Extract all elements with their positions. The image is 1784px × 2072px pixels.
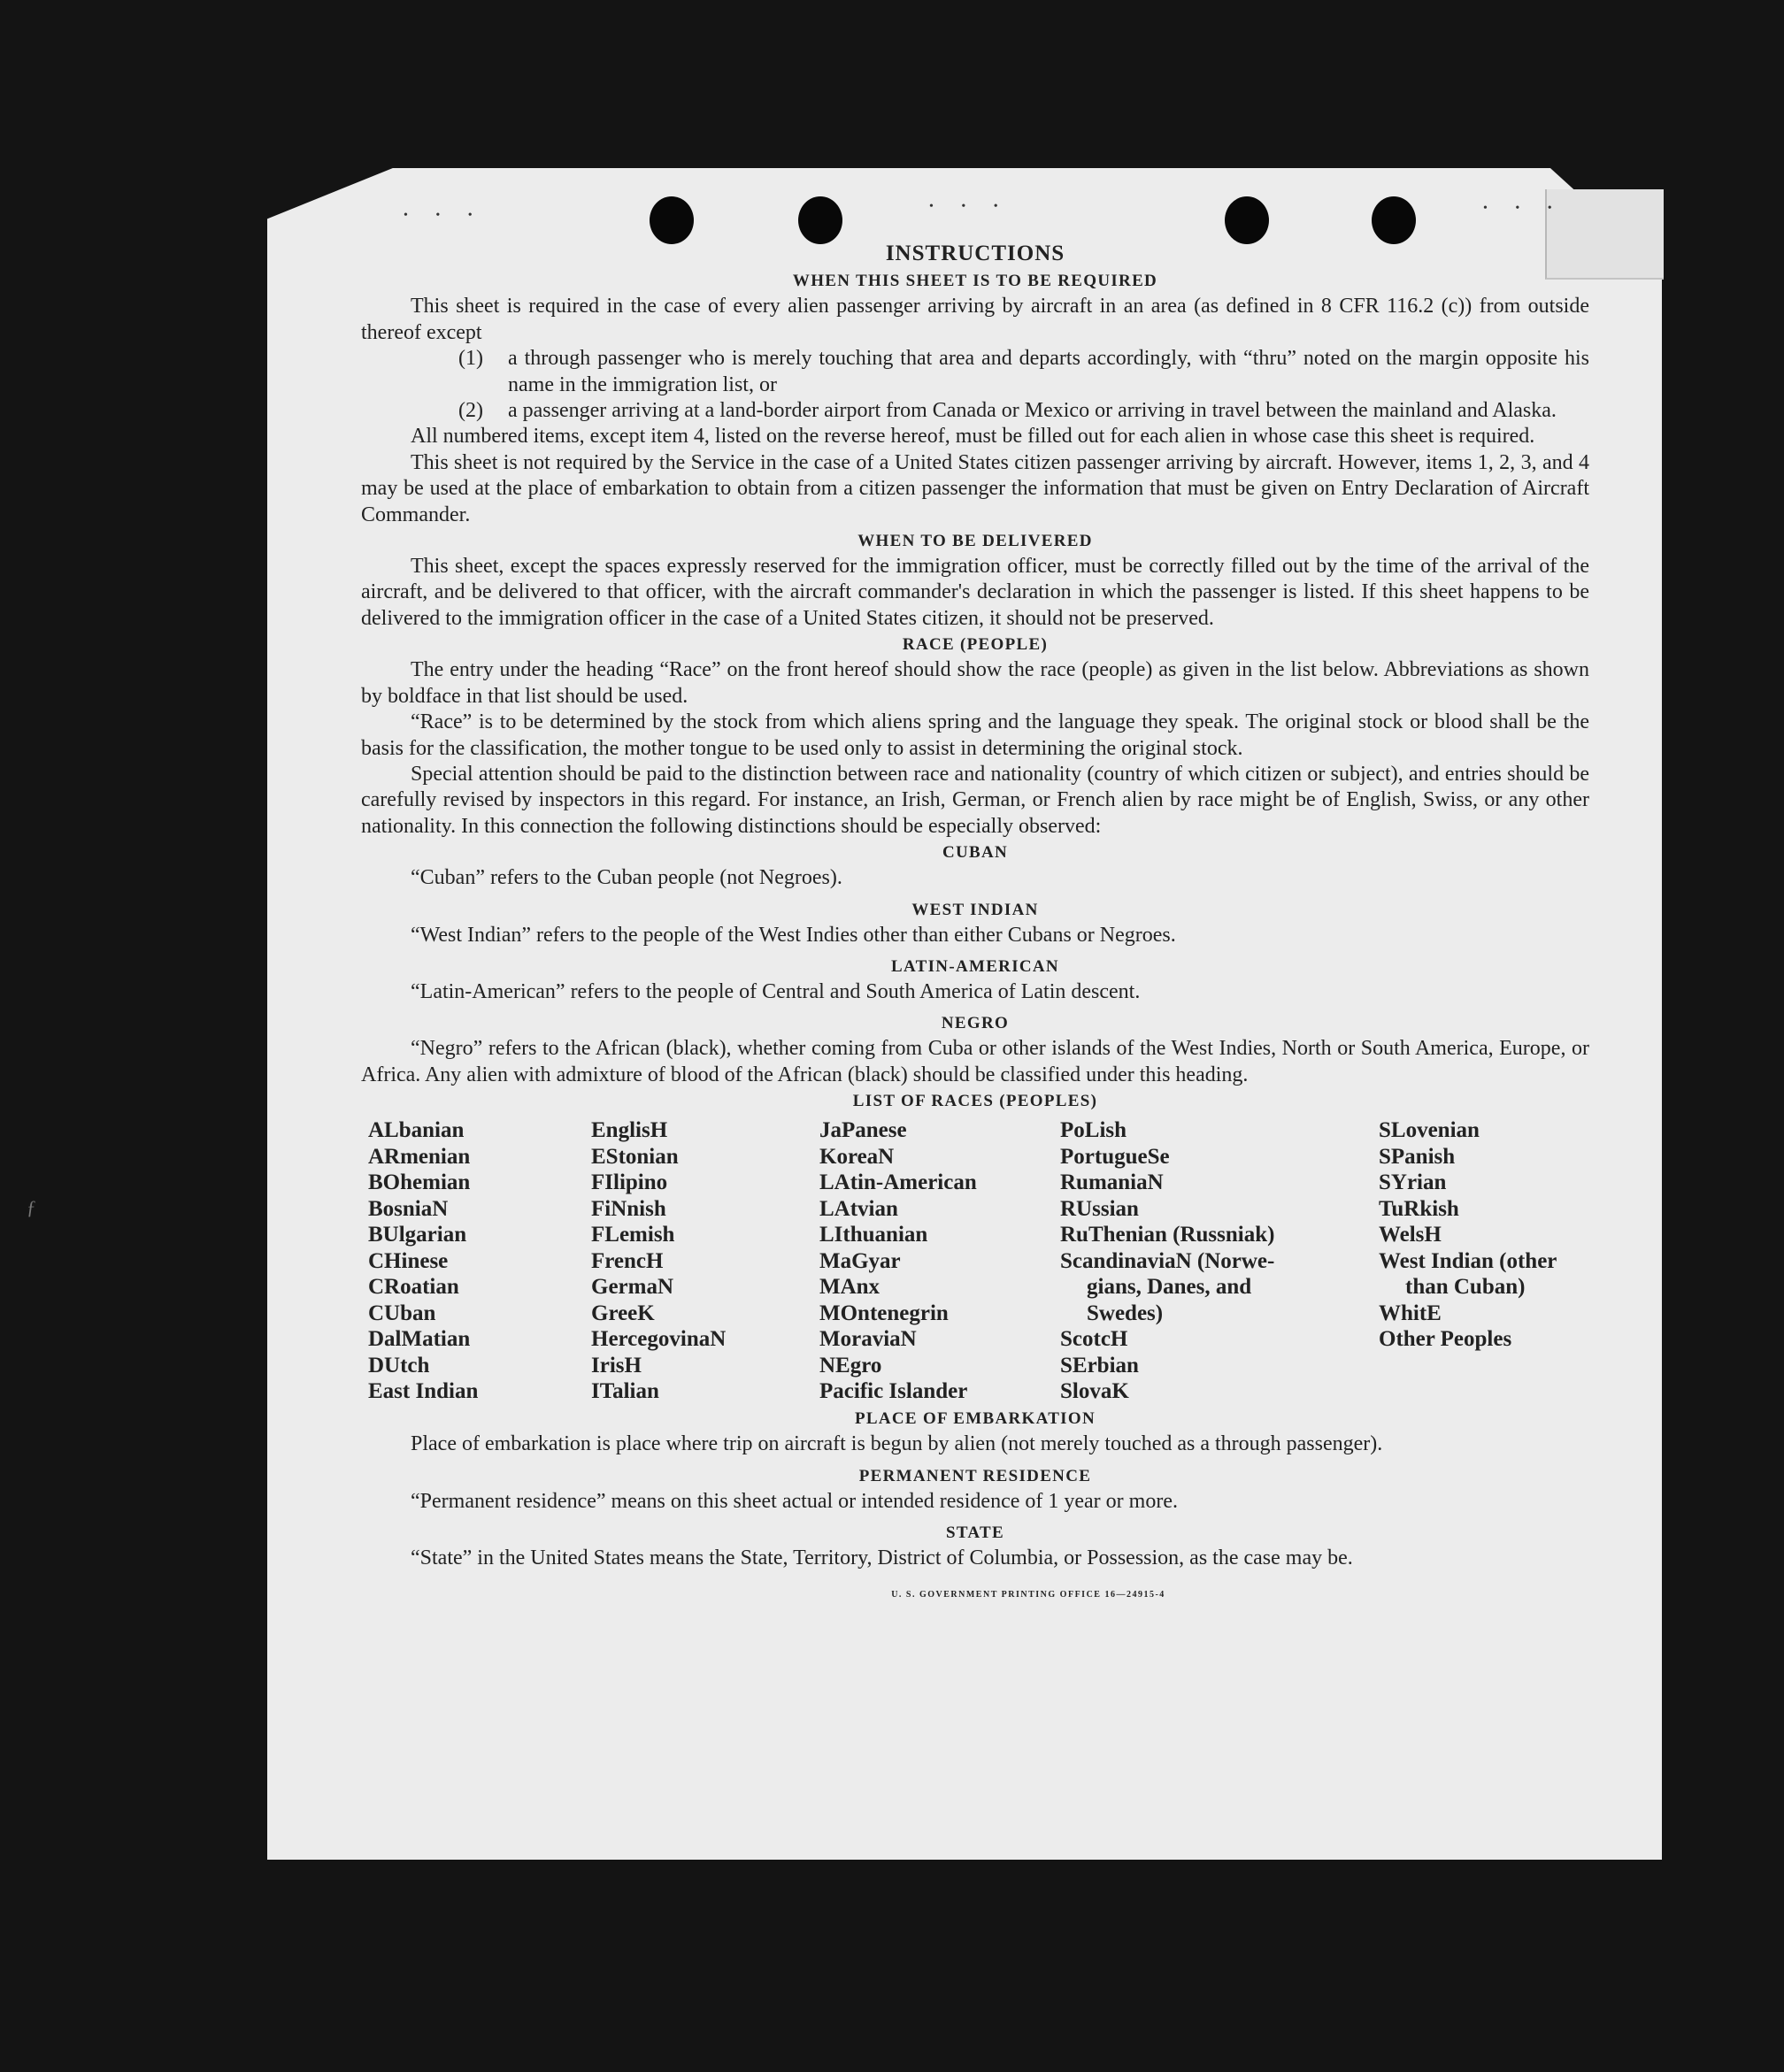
paragraph: “Permanent residence” means on this sheet actual or intended residence of 1 year or more. [411,1489,1178,1513]
race-entry: SYrian [1379,1170,1447,1195]
race-entry: NEgro [819,1353,882,1377]
race-entry: GermaN [591,1275,674,1300]
section-heading-residence: PERMANENT RESIDENCE [858,1466,1092,1485]
section-heading-latin-american: LATIN-AMERICAN [891,956,1059,976]
section-heading-state: STATE [946,1523,1004,1542]
paragraph: “Negro” refers to the African (black), whether coming from Cuba or other islands of the West Indies, North or South America, Europe, or Africa. Any alien with admixture of blood of the African (black) should be classified under this heading. [361,1037,1589,1086]
race-entry: LIthuanian [819,1223,928,1247]
race-entry: FrencH [591,1248,664,1273]
race-entry: East Indian [368,1379,479,1404]
section-heading-race: RACE (PEOPLE) [902,635,1049,655]
race-entry-continued: Swedes) [1087,1301,1164,1325]
page-title: INSTRUCTIONS [885,242,1065,265]
paragraph: Place of embarkation is place where trip on aircraft is begun by alien (not merely touched as a through passenger). [411,1432,1383,1456]
race-entry: CHinese [368,1248,449,1273]
item-text: a through passenger who is merely touching that area and departs accordingly, with “thru” noted on the margin opposite his name in the immigration list, or [508,347,1589,396]
race-entry: MOntenegrin [819,1301,949,1325]
race-entry: SLovenian [1379,1118,1480,1143]
punch-hole [1225,196,1269,244]
race-entry-continued: than Cuban) [1405,1275,1526,1300]
paragraph: The entry under the heading “Race” on the front hereof should show the race (people) as given in the list below. Abbreviations as shown by boldface in that list should be used. [361,658,1589,708]
race-entry: WelsH [1379,1223,1442,1247]
race-entry: KoreaN [819,1144,895,1169]
race-entry-continued: gians, Danes, and [1087,1275,1252,1300]
race-entry: DUtch [368,1353,430,1377]
paragraph: This sheet is required in the case of every alien passenger arriving by aircraft in an area (as defined in 8 CFR 116.2 (c)) from outside thereof except [361,295,1589,344]
punch-hole [1372,196,1416,244]
race-entry: IrisH [591,1353,642,1377]
race-entry: ALbanian [368,1118,465,1143]
race-entry: BosniaN [368,1196,449,1221]
item-text: a passenger arriving at a land-border airport from Canada or Mexico or arriving in travel between the mainland and Alaska. [508,399,1557,423]
race-entry: RumaniaN [1060,1170,1164,1195]
section-heading-cuban: CUBAN [942,843,1009,863]
scan-specks: • • • [929,200,1011,213]
race-entry: EStonian [591,1144,679,1169]
race-entry: ARmenian [368,1144,471,1169]
races-column-3 [819,1117,977,1405]
paragraph: “Cuban” refers to the Cuban people (not Negroes). [411,866,842,890]
instructions-body [361,241,1589,1608]
item-number: (2) [458,399,483,423]
races-column-1 [368,1117,478,1405]
race-entry: HercegovinaN [591,1327,727,1352]
race-entry: CRoatian [368,1275,459,1300]
printing-office-footer: U. S. GOVERNMENT PRINTING OFFICE 16—24915-4 [891,1590,1165,1600]
race-entry: BOhemian [368,1170,471,1195]
section-heading-negro: NEGRO [941,1014,1010,1033]
paragraph: “Race” is to be determined by the stock from which aliens spring and the language they speak. The original stock or blood shall be the basis for the classification, the mother tongue to be used only to assist in determining the original stock. [361,710,1589,760]
paragraph: This sheet, except the spaces expressly reserved for the immigration officer, must be correctly filled out by the time of the arrival of the aircraft, and be delivered to that officer, with the aircraft commander's declaration in which the passenger is listed. If this sheet happens to be delivered to the immigration officer in the case of a United States citizen, it should not be preserved. [361,555,1589,630]
race-entry: PoLish [1060,1118,1127,1143]
race-entry: EnglisH [591,1118,668,1143]
race-entry: ScotcH [1060,1327,1128,1352]
races-list [361,1117,1589,1406]
section-heading-west-indian: WEST INDIAN [911,900,1039,919]
race-entry: LAtin-American [819,1170,977,1195]
race-entry: FLemish [591,1223,675,1247]
exception-item [361,346,1589,398]
race-entry: TuRkish [1379,1196,1459,1221]
race-entry: MaGyar [819,1248,901,1273]
paragraph: “West Indian” refers to the people of the West Indies other than either Cubans or Negroes. [411,923,1176,947]
race-entry: Other Peoples [1379,1327,1512,1352]
scan-specks: • • • [404,209,485,222]
race-entry: SPanish [1379,1144,1456,1169]
race-entry: West Indian (other [1379,1248,1557,1273]
paragraph: “Latin-American” refers to the people of Central and South America of Latin descent. [411,979,1141,1003]
race-entry: PortugueSe [1060,1144,1170,1169]
item-number: (1) [458,347,483,371]
race-entry: FiNnish [591,1196,666,1221]
race-entry: JaPanese [819,1118,907,1143]
race-entry: FIlipino [591,1170,668,1195]
race-entry: SErbian [1060,1353,1139,1377]
exception-item [361,398,1589,424]
scan-specks: • • • [1483,202,1565,215]
race-entry: RUssian [1060,1196,1139,1221]
section-heading-required: WHEN THIS SHEET IS TO BE REQUIRED [792,272,1158,291]
paragraph: This sheet is not required by the Service in the case of a United States citizen passenger arriving by aircraft. However, items 1, 2, 3, and 4 may be used at the place of embarkation to obtain from a citizen passenger the information that must be given on Entry Declaration of Aircraft Commander. [361,450,1589,526]
race-entry: MoraviaN [819,1327,917,1352]
race-entry: Pacific Islander [819,1379,968,1404]
punch-hole [798,196,842,244]
race-entry: SlovaK [1060,1379,1129,1404]
race-entry: ScandinaviaN (Norwe- [1060,1248,1275,1273]
section-heading-delivered: WHEN TO BE DELIVERED [857,532,1093,551]
section-heading-embarkation: PLACE OF EMBARKATION [855,1409,1096,1429]
scan-mark: ƒ [27,1196,36,1218]
race-entry: RuThenian (Russniak) [1060,1223,1275,1247]
race-entry: DalMatian [368,1327,471,1352]
punch-hole [650,196,694,244]
race-entry: CUban [368,1301,436,1325]
races-column-4 [1060,1117,1274,1405]
races-column-2 [591,1117,726,1405]
races-column-5 [1379,1117,1557,1353]
race-entry: LAtvian [819,1196,898,1221]
race-entry: GreeK [591,1301,655,1325]
race-entry: WhitE [1379,1301,1442,1325]
race-entry: ITalian [591,1379,659,1404]
race-entry: MAnx [819,1275,880,1300]
section-heading-races-list: LIST OF RACES (PEOPLES) [852,1092,1098,1111]
paragraph: All numbered items, except item 4, listed on the reverse hereof, must be filled out for each alien in whose case this sheet is required. [411,425,1535,449]
paragraph: Special attention should be paid to the distinction between race and nationality (country of which citizen or subject), and entries should be carefully revised by inspectors in this regard. For instance, an Irish, German, or French alien by race might be of English, Swiss, or any other nationality. In this connection the following distinctions should be especially observed: [361,762,1589,838]
paragraph: “State” in the United States means the State, Territory, District of Columbia, or Possession, as the case may be. [411,1546,1353,1569]
race-entry: BUlgarian [368,1223,467,1247]
